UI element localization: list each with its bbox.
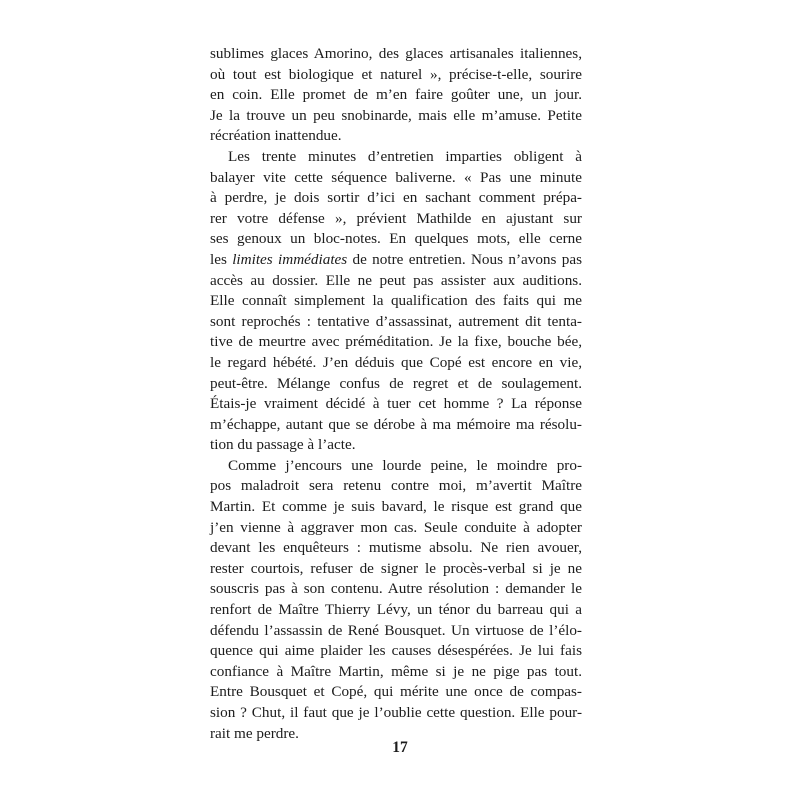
text-line: rer votre défense », prévient Mathilde en ajustant sur bbox=[210, 209, 582, 227]
text-line: les limites immédiates de notre entretien. Nous n’avons pas bbox=[210, 250, 583, 268]
paragraph bbox=[210, 44, 582, 147]
text-line: Entre Bousquet et Copé, qui mérite une once de compas- bbox=[210, 683, 582, 701]
text-line: Comme j’encours une lourde peine, le moindre pro- bbox=[228, 456, 582, 474]
text-line: devant les enquêteurs : mutisme absolu. Ne rien avouer, bbox=[210, 539, 582, 557]
text-line: sublimes glaces Amorino, des glaces artisanales italiennes, bbox=[210, 45, 582, 62]
body-text bbox=[210, 44, 582, 744]
text-line: m’échappe, autant que se dérobe à ma mémoire ma résolu- bbox=[210, 415, 582, 433]
text-line: renfort de Maître Thierry Lévy, un ténor du barreau qui a bbox=[210, 601, 582, 619]
text-line: quence qui aime plaider les causes désespérées. Je lui fais bbox=[210, 642, 582, 660]
text-line: rester courtois, refuser de signer le procès-verbal si je ne bbox=[210, 559, 582, 577]
text-line: à perdre, je dois sortir d’ici en sachant comment prépa- bbox=[210, 189, 582, 207]
text-line: sion ? Chut, il faut que je l’oublie cette question. Elle pour- bbox=[210, 704, 582, 721]
text-line: ses genoux un bloc-notes. En quelques mots, elle cerne bbox=[210, 230, 582, 248]
text-line: souscris pas à son contenu. Autre résolution : demander le bbox=[210, 580, 582, 598]
text-line: peut-être. Mélange confus de regret et de soulagement. bbox=[210, 374, 582, 392]
text-line: en coin. Elle promet de m’en faire goûter une, un jour. bbox=[210, 86, 582, 104]
text-line: accès au dossier. Elle ne peut pas assister aux auditions. bbox=[210, 271, 582, 289]
text-line: sont reprochés : tentative d’assassinat, autrement dit tenta- bbox=[210, 312, 582, 330]
text-line: tive de meurtre avec préméditation. Je la fixe, bouche bée, bbox=[210, 333, 582, 351]
text-line: confiance à Maître Martin, même si je ne pige pas tout. bbox=[210, 662, 582, 680]
text-line: rait me perdre. bbox=[210, 724, 299, 742]
text-line: Elle connaît simplement la qualification des faits qui me bbox=[210, 292, 582, 310]
text-line: pos maladroit sera retenu contre moi, m’avertit Maître bbox=[210, 477, 582, 495]
text-line: tion du passage à l’acte. bbox=[210, 436, 356, 454]
page-number: 17 bbox=[392, 739, 408, 756]
text-line: le regard hébété. J’en déduis que Copé est encore en vie, bbox=[210, 353, 582, 371]
text-line: Les trente minutes d’entretien imparties obligent à bbox=[228, 147, 582, 165]
text-line: Je la trouve un peu snobinarde, mais elle m’amuse. Petite bbox=[210, 106, 582, 124]
text-line: Étais-je vraiment décidé à tuer cet homme ? La réponse bbox=[210, 395, 582, 413]
text-line: Martin. Et comme je suis bavard, le risque est grand que bbox=[210, 498, 582, 516]
text-line: où tout est biologique et naturel », précise-t-elle, sourire bbox=[210, 65, 582, 83]
text-line: j’en vienne à aggraver mon cas. Seule conduite à adopter bbox=[210, 518, 582, 536]
text-line: balayer vite cette séquence baliverne. « Pas une minute bbox=[210, 168, 582, 186]
paragraph bbox=[210, 147, 582, 456]
text-line: défendu l’assassin de René Bousquet. Un virtuose de l’élo- bbox=[210, 621, 582, 639]
paragraph bbox=[210, 456, 582, 744]
text-line: récréation inattendue. bbox=[210, 127, 342, 145]
